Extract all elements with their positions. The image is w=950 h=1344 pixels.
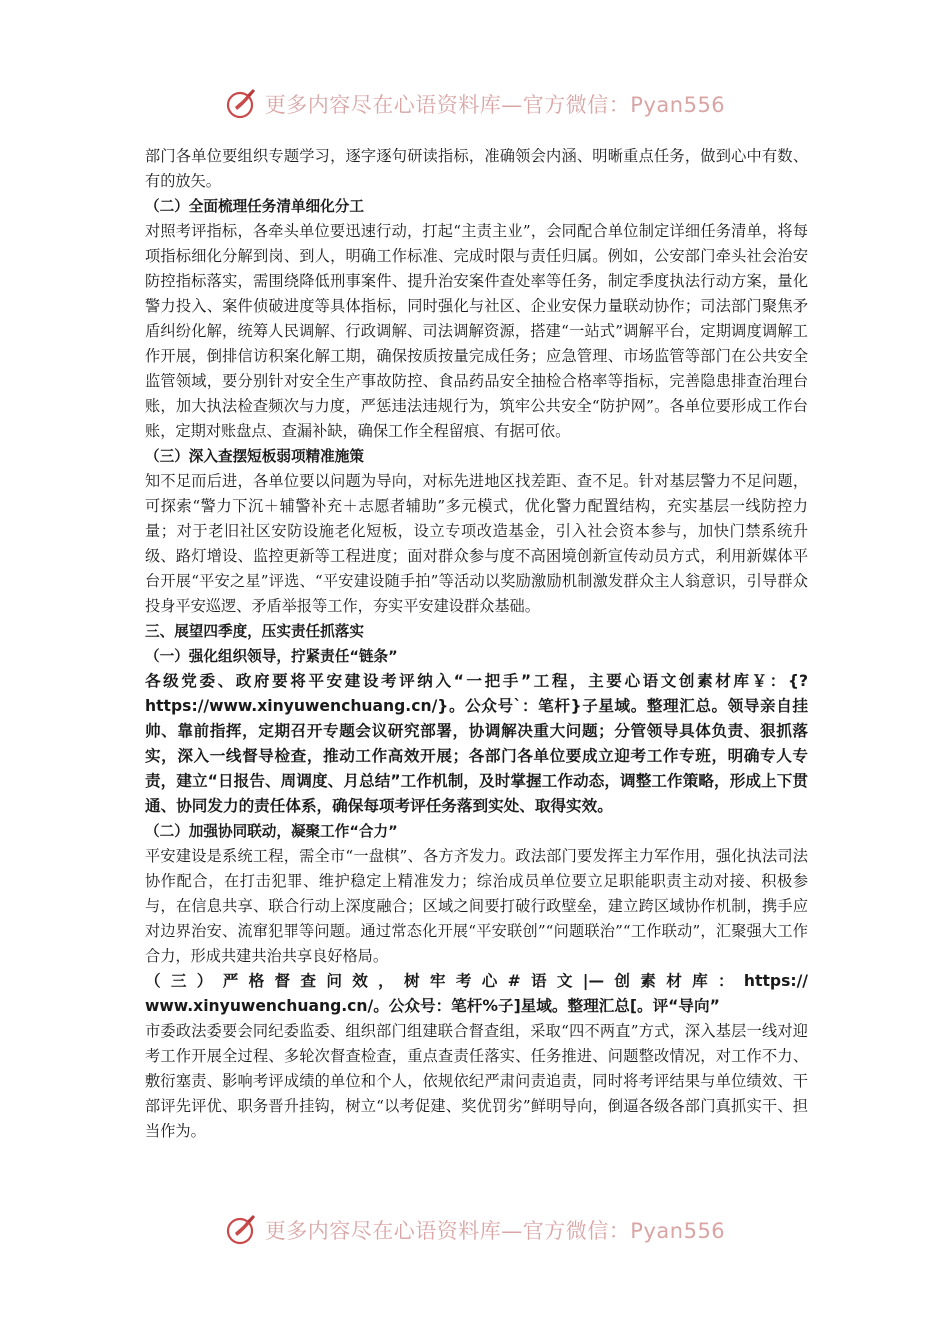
banner-text: 更多内容尽在心语资料库—官方微信：Pyan556 (264, 93, 726, 117)
body-paragraph: 知不足而后进，各单位要以问题为导向，对标先进地区找差距、查不足。针对基层警力不足问题，可探索“警力下沉＋辅警补充＋志愿者辅助”多元模式，优化警力配置结构，充实基层一线防控力量；对于老旧社区安防设施老化短板，设立专项改造基金，引入社会资本参与，加快门禁系统升级、路灯增设、监控更新等工程进度；面对群众参与度不高困境创新宣传动员方式，利用新媒体平台开展“平安之星”评选、“平安建设随手拍”等活动以奖励激励机制激发群众主人翁意识，引导群众投身平安巡逻、矛盾举报等工作，夯实平安建设群众基础。 (145, 472, 808, 615)
body-paragraph: 市委政法委要会同纪委监委、组织部门组建联合督查组，采取“四不两直”方式，深入基层一线对迎考工作开展全过程、多轮次督查检查，重点查责任落实、任务推进、问题整改情况，对工作不力、敷衍塞责、影响考评成绩的单位和个人，依规依纪严肃问责追责，同时将考评结果与单位绩效、干部评先评优、职务晋升挂钩，树立“以考促建、奖优罚劣”鲜明导向，倒逼各级各部门真抓实干、担当作为。 (145, 1022, 808, 1140)
section-heading: （二）加强协同联动，凝聚工作“合力” (145, 823, 398, 840)
section-heading: （二）全面梳理任务清单细化分工 (145, 198, 364, 215)
footer-watermark-banner (0, 1208, 950, 1252)
section-heading: （三）深入查摆短板弱项精准施策 (145, 448, 364, 465)
body-paragraph: 部门各单位要组织专题学习，逐字逐句研读指标，准确领会内涵、明晰重点任务，做到心中有数、有的放矢。 (145, 147, 808, 190)
bold-paragraph: 各级党委、政府要将平安建设考评纳入“一把手”工程，主要心语文创素材库￥：{?https://www.xinyuwenchuang.cn/}。公众号`：笔杆}子星域。整理汇总。领导亲自挂帅、靠前指挥，定期召开专题会议研究部署，协调解决重大问题；分管领导具体负责、狠抓落实，深入一线督导检查，推动工作高效开展；各部门各单位要成立迎考工作专班，明确专人专责，建立“日报告、周调度、月总结”工作机制，及时掌握工作动态，调整工作策略，形成上下贯通、协同发力的责任体系，确保每项考评任务落到实处、取得实效。 (145, 672, 808, 815)
chapter-heading: 三、展望四季度，压实责任抓落实 (145, 623, 364, 640)
pen-circle-logo-icon (225, 87, 259, 121)
body-paragraph: 对照考评指标，各牵头单位要迅速行动，打起“主责主业”，会同配合单位制定详细任务清单，将每项指标细化分解到岗、到人，明确工作标准、完成时限与责任归属。例如，公安部门牵头社会治安防控指标落实，需围绕降低刑事案件、提升治安案件查处率等任务，制定季度执法行动方案，量化警力投入、案件侦破进度等具体指标，同时强化与社区、企业安保力量联动协作；司法部门聚焦矛盾纠纷化解，统筹人民调解、行政调解、司法调解资源，搭建“一站式”调解平台，定期调度调解工作开展，倒排信访积案化解工期，确保按质按量完成任务；应急管理、市场监管等部门在公共安全监管领域，要分别针对安全生产事故防控、食品药品安全抽检合格率等指标，完善隐患排查治理台账，加大执法检查频次与力度，严惩违法违规行为，筑牢公共安全“防护网”。各单位要形成工作台账，定期对账盘点、查漏补缺，确保工作全程留痕、有据可依。 (145, 222, 808, 440)
banner-text: 更多内容尽在心语资料库—官方微信：Pyan556 (264, 1219, 726, 1243)
header-watermark-banner (0, 82, 950, 126)
section-heading: （三）严格督查问效，树牢考心#语文|—创素材库：https:// (145, 972, 808, 990)
section-heading: （一）强化组织领导，拧紧责任“链条” (145, 648, 398, 665)
section-heading-continued: www.xinyuwenchuang.cn/。公众号：笔杆%子]星域。整理汇总[。评“导向” (145, 997, 720, 1015)
pen-circle-logo-icon (225, 1213, 259, 1247)
body-paragraph: 平安建设是系统工程，需全市“一盘棋”、各方齐发力。政法部门要发挥主力军作用，强化执法司法协作配合，在打击犯罪、维护稳定上精准发力；综治成员单位要立足职能职责主动对接、积极参与，在信息共享、联合行动上深度融合；区域之间要打破行政壁垒，建立跨区域协作机制，携手应对边界治安、流窜犯罪等问题。通过常态化开展“平安联创”“问题联治”“工作联动”，汇聚强大工作合力，形成共建共治共享良好格局。 (145, 847, 808, 965)
document-body (145, 144, 808, 1144)
